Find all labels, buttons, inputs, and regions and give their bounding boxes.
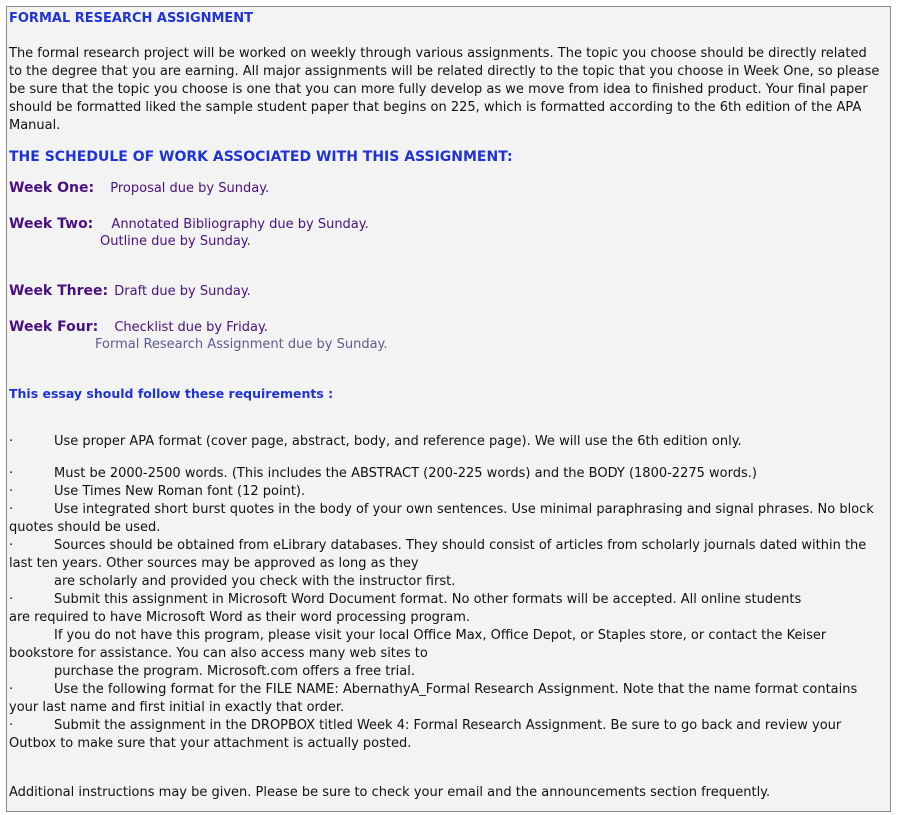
bullet: · [9,466,14,481]
intro-line: should be formatted liked the sample student paper that begins on 225, which is formatted according to the 6th edition of the APA [9,100,862,115]
bullet: · [9,682,14,697]
week-two-row [9,215,369,234]
intro-line: be sure that the topic you choose is one that you can more fully develop as we move from idea to finished product. Your final paper [9,82,868,97]
requirement-line: If you do not have this program, please visit your local Office Max, Office Depot, or Staples store, or contact the Keiser [54,628,827,643]
week-three-label: Week Three: [9,283,109,299]
week-two-item: Outline due by Sunday. [100,234,251,249]
page-title: FORMAL RESEARCH ASSIGNMENT [9,11,254,26]
week-three-item: Draft due by Sunday. [114,284,251,299]
week-four-row [9,318,268,337]
week-four-label: Week Four: [9,319,99,335]
intro-line: The formal research project will be worked on weekly through various assignments. The topic you choose should be directly related [9,46,867,61]
requirement-line: Use proper APA format (cover page, abstract, body, and reference page). We will use the 6th edition only. [54,434,742,449]
week-two-item: Annotated Bibliography due by Sunday. [111,217,369,232]
bullet: · [9,592,14,607]
requirement-line: Submit this assignment in Microsoft Word Document format. No other formats will be accepted. All online students [54,592,802,607]
requirement-line: your last name and first initial in exactly that order. [9,700,345,715]
closing-note: Additional instructions may be given. Please be sure to check your email and the announcements section frequently. [9,785,771,800]
week-four-item: Checklist due by Friday. [114,320,268,335]
requirement-line: quotes should be used. [9,520,161,535]
requirement-line: Use Times New Roman font (12 point). [54,484,306,499]
requirement-line: Sources should be obtained from eLibrary databases. They should consist of articles from scholarly journals dated within the [54,538,867,553]
intro-line: Manual. [9,118,61,133]
bullet: · [9,434,14,449]
week-one-label: Week One: [9,180,95,196]
schedule-heading: THE SCHEDULE OF WORK ASSOCIATED WITH THIS ASSIGNMENT: [9,149,513,165]
requirement-line: Use the following format for the FILE NAME: AbernathyA_Formal Research Assignment. Note that the name format contains [54,682,858,697]
week-one-row [9,179,269,198]
requirements-heading: This essay should follow these requirements : [9,386,334,401]
week-four-item: Formal Research Assignment due by Sunday. [95,337,388,352]
week-three-row [9,282,251,301]
requirement-line: are scholarly and provided you check with the instructor first. [54,574,456,589]
bullet: · [9,538,14,553]
bullet: · [9,718,14,733]
requirement-line: Outbox to make sure that your attachment is actually posted. [9,736,412,751]
requirement-line: Submit the assignment in the DROPBOX titled Week 4: Formal Research Assignment. Be sure to go back and review your [54,718,842,733]
requirement-line: are required to have Microsoft Word as their word processing program. [9,610,471,625]
bullet: · [9,502,14,517]
requirement-line: purchase the program. Microsoft.com offers a free trial. [54,664,416,679]
intro-line: to the degree that you are earning. All major assignments will be related directly to the topic that you choose in Week One, so please [9,64,880,79]
requirement-line: bookstore for assistance. You can also access many web sites to [9,646,428,661]
week-two-label: Week Two: [9,216,94,232]
bullet: · [9,484,14,499]
week-one-item: Proposal due by Sunday. [110,181,270,196]
assignment-panel [6,6,891,812]
requirement-line: Use integrated short burst quotes in the body of your own sentences. Use minimal paraphrasing and signal phrases. No block [54,502,874,517]
requirement-line: last ten years. Other sources may be approved as long as they [9,556,419,571]
requirement-line: Must be 2000-2500 words. (This includes the ABSTRACT (200-225 words) and the BODY (1800-2275 words.) [54,466,757,481]
